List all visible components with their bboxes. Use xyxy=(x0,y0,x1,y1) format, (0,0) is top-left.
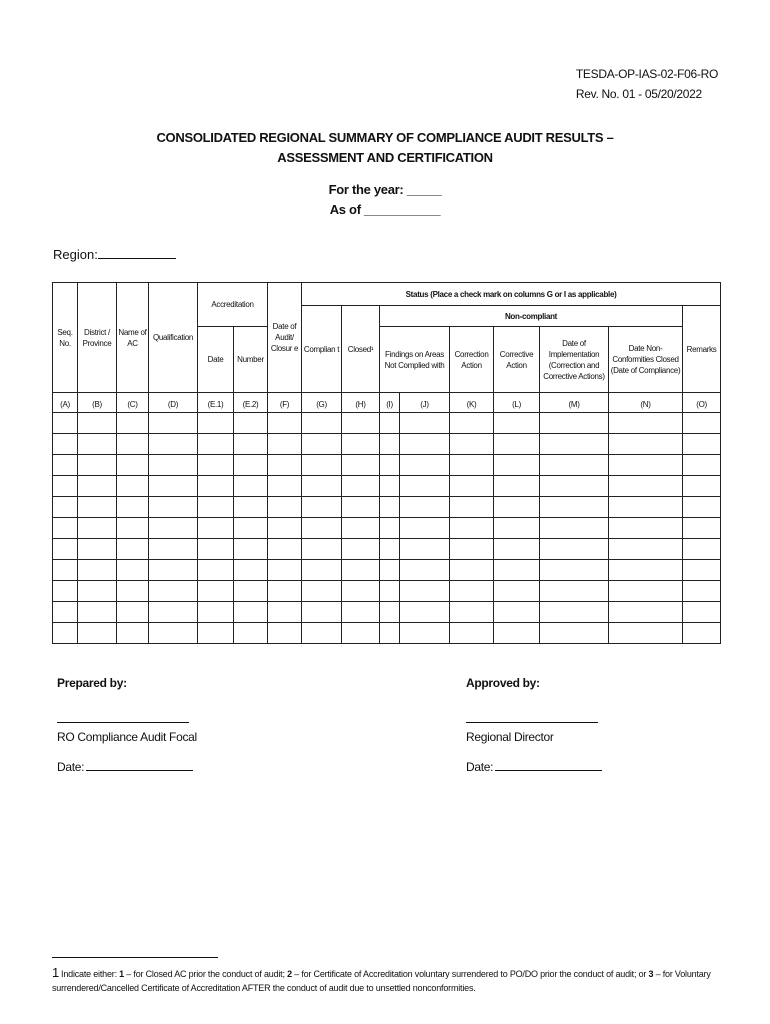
form-number: TESDA-OP-IAS-02-F06-RO xyxy=(575,67,718,81)
table-cell[interactable] xyxy=(234,455,268,476)
table-cell[interactable] xyxy=(380,539,400,560)
table-cell[interactable] xyxy=(450,476,494,497)
table-cell[interactable] xyxy=(78,434,117,455)
table-cell[interactable] xyxy=(400,581,450,602)
table-cell[interactable] xyxy=(302,434,342,455)
table-cell[interactable] xyxy=(609,539,683,560)
table-cell[interactable] xyxy=(494,581,540,602)
table-cell[interactable] xyxy=(53,497,78,518)
approved-date-label: Date: xyxy=(466,760,494,774)
footnote-text-d: – for Voluntary surrendered/Cancelled Certificate of Accreditation AFTER the conduct of audit due to unsettled nonconformities. xyxy=(52,969,711,993)
column-code-row xyxy=(53,393,721,413)
table-cell[interactable] xyxy=(609,476,683,497)
table-cell[interactable] xyxy=(78,602,117,623)
revision-number: Rev. No. 01 - 05/20/2022 xyxy=(575,87,702,101)
column-code: (B) xyxy=(78,393,117,413)
table-cell[interactable] xyxy=(342,476,380,497)
table-cell[interactable] xyxy=(450,560,494,581)
title-line-1: CONSOLIDATED REGIONAL SUMMARY OF COMPLIANCE AUDIT RESULTS – xyxy=(156,130,614,145)
table-cell[interactable] xyxy=(234,602,268,623)
table-cell[interactable] xyxy=(683,560,721,581)
table-cell[interactable] xyxy=(117,602,149,623)
table-cell[interactable] xyxy=(609,560,683,581)
header-corrective-action: Corrective Action xyxy=(494,327,540,393)
prepared-by-label: Prepared by: xyxy=(57,676,127,690)
footnote-text-b: – for Closed AC prior the conduct of audit; xyxy=(123,969,288,979)
table-cell[interactable] xyxy=(302,455,342,476)
approved-date-blank[interactable] xyxy=(495,759,602,771)
table-cell[interactable] xyxy=(609,602,683,623)
page-title xyxy=(0,128,770,168)
table-cell[interactable] xyxy=(268,497,302,518)
column-code: (M) xyxy=(540,393,609,413)
table-cell[interactable] xyxy=(234,434,268,455)
table-cell[interactable] xyxy=(198,602,234,623)
footnote-option-3: 3 xyxy=(648,969,654,979)
table-cell[interactable] xyxy=(302,476,342,497)
table-cell[interactable] xyxy=(53,602,78,623)
column-code: (O) xyxy=(683,393,721,413)
table-cell[interactable] xyxy=(494,602,540,623)
header-accreditation-number: Number xyxy=(234,327,268,393)
table-cell[interactable] xyxy=(400,434,450,455)
table-cell[interactable] xyxy=(198,455,234,476)
table-cell[interactable] xyxy=(234,476,268,497)
table-cell[interactable] xyxy=(268,623,302,644)
table-cell[interactable] xyxy=(53,413,78,434)
table-cell[interactable] xyxy=(683,497,721,518)
table-cell[interactable] xyxy=(494,434,540,455)
report-period xyxy=(0,180,770,220)
table-cell[interactable] xyxy=(117,476,149,497)
table-cell[interactable] xyxy=(268,476,302,497)
table-cell[interactable] xyxy=(198,434,234,455)
table-cell[interactable] xyxy=(494,560,540,581)
table-cell[interactable] xyxy=(78,455,117,476)
column-code: (G) xyxy=(302,393,342,413)
table-cell[interactable] xyxy=(494,476,540,497)
table-cell[interactable] xyxy=(380,560,400,581)
table-cell[interactable] xyxy=(78,623,117,644)
table-cell[interactable] xyxy=(683,623,721,644)
table-cell[interactable] xyxy=(198,539,234,560)
table-cell[interactable] xyxy=(149,602,198,623)
table-cell[interactable] xyxy=(149,497,198,518)
column-code: (E.1) xyxy=(198,393,234,413)
footnote xyxy=(52,966,722,995)
table-cell[interactable] xyxy=(609,518,683,539)
table-cell[interactable] xyxy=(342,518,380,539)
table-cell[interactable] xyxy=(540,434,609,455)
table-cell[interactable] xyxy=(400,539,450,560)
table-cell[interactable] xyxy=(268,518,302,539)
table-cell[interactable] xyxy=(450,623,494,644)
table-cell[interactable] xyxy=(400,623,450,644)
table-cell[interactable] xyxy=(149,560,198,581)
footnote-text-a: Indicate either: xyxy=(61,969,120,979)
table-cell[interactable] xyxy=(494,623,540,644)
table-cell[interactable] xyxy=(302,623,342,644)
table-cell[interactable] xyxy=(342,560,380,581)
table-cell[interactable] xyxy=(78,560,117,581)
table-cell[interactable] xyxy=(198,476,234,497)
table-cell[interactable] xyxy=(540,560,609,581)
table-cell[interactable] xyxy=(149,581,198,602)
table-cell[interactable] xyxy=(302,497,342,518)
header-compliant: Complian t xyxy=(302,306,342,393)
header-remarks: Remarks xyxy=(683,306,721,393)
table-cell[interactable] xyxy=(400,602,450,623)
table-cell[interactable] xyxy=(450,518,494,539)
column-code: (F) xyxy=(268,393,302,413)
table-cell[interactable] xyxy=(609,455,683,476)
table-cell[interactable] xyxy=(53,560,78,581)
table-cell[interactable] xyxy=(302,581,342,602)
table-cell[interactable] xyxy=(400,518,450,539)
header-date-nc-closed: Date Non-Conformities Closed (Date of Compliance) xyxy=(609,327,683,393)
table-cell[interactable] xyxy=(117,581,149,602)
table-cell[interactable] xyxy=(540,413,609,434)
table-cell[interactable] xyxy=(268,413,302,434)
table-cell[interactable] xyxy=(380,623,400,644)
approved-by-label: Approved by: xyxy=(466,676,540,690)
document-code xyxy=(576,64,718,104)
region-field[interactable] xyxy=(53,246,176,262)
table-cell[interactable] xyxy=(450,455,494,476)
table-row xyxy=(53,518,721,539)
column-code: (J) xyxy=(400,393,450,413)
table-row xyxy=(53,560,721,581)
table-cell[interactable] xyxy=(540,581,609,602)
table-cell[interactable] xyxy=(198,581,234,602)
table-cell[interactable] xyxy=(380,581,400,602)
column-code: (D) xyxy=(149,393,198,413)
table-cell[interactable] xyxy=(380,476,400,497)
table-cell[interactable] xyxy=(450,581,494,602)
header-name-of-ac: Name of AC xyxy=(117,283,149,393)
table-cell[interactable] xyxy=(450,413,494,434)
table-cell[interactable] xyxy=(683,581,721,602)
table-cell[interactable] xyxy=(302,518,342,539)
table-cell[interactable] xyxy=(450,434,494,455)
table-cell[interactable] xyxy=(117,455,149,476)
table-cell[interactable] xyxy=(342,455,380,476)
table-cell[interactable] xyxy=(342,602,380,623)
table-cell[interactable] xyxy=(117,413,149,434)
table-cell[interactable] xyxy=(380,518,400,539)
table-cell[interactable] xyxy=(540,602,609,623)
table-cell[interactable] xyxy=(494,455,540,476)
table-cell[interactable] xyxy=(609,413,683,434)
column-code: (K) xyxy=(450,393,494,413)
table-cell[interactable] xyxy=(540,497,609,518)
approved-date-field[interactable] xyxy=(466,759,602,774)
table-cell[interactable] xyxy=(234,539,268,560)
header-correction-action: Correction Action xyxy=(450,327,494,393)
table-cell[interactable] xyxy=(234,581,268,602)
table-row xyxy=(53,581,721,602)
table-cell[interactable] xyxy=(683,518,721,539)
table-cell[interactable] xyxy=(609,581,683,602)
table-cell[interactable] xyxy=(78,581,117,602)
table-cell[interactable] xyxy=(683,434,721,455)
table-cell[interactable] xyxy=(494,413,540,434)
table-row xyxy=(53,623,721,644)
table-cell[interactable] xyxy=(149,539,198,560)
table-cell[interactable] xyxy=(609,623,683,644)
column-code: (I) xyxy=(380,393,400,413)
table-cell[interactable] xyxy=(78,518,117,539)
table-cell[interactable] xyxy=(400,476,450,497)
table-cell[interactable] xyxy=(683,539,721,560)
footnote-text-c: – for Certificate of Accreditation voluntary surrendered to PO/DO prior the conduct of audit; or xyxy=(291,969,649,979)
table-cell[interactable] xyxy=(268,581,302,602)
for-the-year: For the year: _____ xyxy=(328,182,442,197)
approved-signature-line[interactable] xyxy=(466,722,598,723)
table-cell[interactable] xyxy=(450,602,494,623)
table-cell[interactable] xyxy=(450,497,494,518)
table-cell[interactable] xyxy=(400,455,450,476)
table-cell[interactable] xyxy=(149,413,198,434)
table-cell[interactable] xyxy=(117,434,149,455)
table-cell[interactable] xyxy=(53,518,78,539)
table-cell[interactable] xyxy=(198,560,234,581)
table-cell[interactable] xyxy=(149,623,198,644)
table-cell[interactable] xyxy=(198,518,234,539)
table-cell[interactable] xyxy=(117,497,149,518)
table-cell[interactable] xyxy=(380,413,400,434)
table-cell[interactable] xyxy=(494,518,540,539)
table-cell[interactable] xyxy=(342,539,380,560)
header-seq: Seq. No. xyxy=(53,283,78,393)
table-cell[interactable] xyxy=(149,518,198,539)
table-row xyxy=(53,497,721,518)
table-cell[interactable] xyxy=(609,497,683,518)
table-cell[interactable] xyxy=(198,497,234,518)
table-cell[interactable] xyxy=(380,602,400,623)
table-cell[interactable] xyxy=(198,413,234,434)
table-cell[interactable] xyxy=(380,497,400,518)
header-district: District / Province xyxy=(78,283,117,393)
table-cell[interactable] xyxy=(53,476,78,497)
as-of: As of ___________ xyxy=(329,202,441,217)
prepared-date-blank[interactable] xyxy=(86,759,193,771)
table-cell[interactable] xyxy=(400,413,450,434)
table-cell[interactable] xyxy=(53,434,78,455)
table-cell[interactable] xyxy=(78,539,117,560)
table-cell[interactable] xyxy=(302,602,342,623)
table-cell[interactable] xyxy=(268,455,302,476)
audit-results-table xyxy=(52,282,721,644)
region-label: Region: xyxy=(53,247,98,262)
footnote-divider xyxy=(52,957,218,958)
table-row xyxy=(53,413,721,434)
table-cell[interactable] xyxy=(342,581,380,602)
table-cell[interactable] xyxy=(302,560,342,581)
table-cell[interactable] xyxy=(234,413,268,434)
table-cell[interactable] xyxy=(78,476,117,497)
title-line-2: ASSESSMENT AND CERTIFICATION xyxy=(277,150,493,165)
prepared-date-label: Date: xyxy=(57,760,85,774)
column-code: (E.2) xyxy=(234,393,268,413)
header-non-compliant: Non-compliant xyxy=(380,306,683,327)
table-cell[interactable] xyxy=(234,623,268,644)
footnote-option-2: 2 xyxy=(287,969,292,979)
table-cell[interactable] xyxy=(149,476,198,497)
table-cell[interactable] xyxy=(234,497,268,518)
table-cell[interactable] xyxy=(450,539,494,560)
table-cell[interactable] xyxy=(494,497,540,518)
table-cell[interactable] xyxy=(400,560,450,581)
table-cell[interactable] xyxy=(268,434,302,455)
table-cell[interactable] xyxy=(53,455,78,476)
table-cell[interactable] xyxy=(53,623,78,644)
table-cell[interactable] xyxy=(117,518,149,539)
header-accreditation-date: Date xyxy=(198,327,234,393)
header-findings: Findings on Areas Not Complied with xyxy=(380,327,450,393)
prepared-role: RO Compliance Audit Focal xyxy=(57,730,197,744)
table-cell[interactable] xyxy=(78,497,117,518)
table-cell[interactable] xyxy=(540,623,609,644)
table-cell[interactable] xyxy=(268,602,302,623)
column-code: (L) xyxy=(494,393,540,413)
table-cell[interactable] xyxy=(342,497,380,518)
table-cell[interactable] xyxy=(342,623,380,644)
table-cell[interactable] xyxy=(234,518,268,539)
table-cell[interactable] xyxy=(683,455,721,476)
table-cell[interactable] xyxy=(53,581,78,602)
prepared-date-field[interactable] xyxy=(57,759,193,774)
table-row xyxy=(53,602,721,623)
table-cell[interactable] xyxy=(78,413,117,434)
table-cell[interactable] xyxy=(380,455,400,476)
table-cell[interactable] xyxy=(117,560,149,581)
table-cell[interactable] xyxy=(53,539,78,560)
table-cell[interactable] xyxy=(342,413,380,434)
header-date-of-implementation: Date of Implementation (Correction and Corrective Actions) xyxy=(540,327,609,393)
header-status: Status (Place a check mark on columns G or I as applicable) xyxy=(302,283,721,306)
table-cell[interactable] xyxy=(342,434,380,455)
table-cell[interactable] xyxy=(540,518,609,539)
footnote-mark: 1 xyxy=(52,965,60,980)
table-cell[interactable] xyxy=(494,539,540,560)
table-cell[interactable] xyxy=(540,455,609,476)
table-cell[interactable] xyxy=(609,434,683,455)
table-cell[interactable] xyxy=(117,539,149,560)
table-cell[interactable] xyxy=(198,623,234,644)
table-row xyxy=(53,476,721,497)
table-cell[interactable] xyxy=(400,497,450,518)
table-cell[interactable] xyxy=(149,455,198,476)
table-cell[interactable] xyxy=(540,476,609,497)
prepared-signature-line[interactable] xyxy=(57,722,189,723)
table-cell[interactable] xyxy=(683,602,721,623)
table-cell[interactable] xyxy=(302,539,342,560)
column-code: (C) xyxy=(117,393,149,413)
table-row xyxy=(53,434,721,455)
column-code: (H) xyxy=(342,393,380,413)
column-code: (A) xyxy=(53,393,78,413)
header-date-of-closure: Date of Audit/ Closur e xyxy=(268,283,302,393)
table-cell[interactable] xyxy=(117,623,149,644)
table-cell[interactable] xyxy=(683,413,721,434)
column-code: (N) xyxy=(609,393,683,413)
table-cell[interactable] xyxy=(149,434,198,455)
table-cell[interactable] xyxy=(683,476,721,497)
table-cell[interactable] xyxy=(302,413,342,434)
table-cell[interactable] xyxy=(380,434,400,455)
approved-role: Regional Director xyxy=(466,730,554,744)
table-row xyxy=(53,539,721,560)
table-row xyxy=(53,455,721,476)
footnote-option-1: 1 xyxy=(119,969,124,979)
table-cell[interactable] xyxy=(268,539,302,560)
table-cell[interactable] xyxy=(540,539,609,560)
header-closed: Closed¹ xyxy=(342,306,380,393)
region-blank[interactable] xyxy=(98,246,176,259)
table-cell[interactable] xyxy=(234,560,268,581)
header-qualification: Qualification xyxy=(149,283,198,393)
header-accreditation: Accreditation xyxy=(198,283,268,327)
table-cell[interactable] xyxy=(268,560,302,581)
